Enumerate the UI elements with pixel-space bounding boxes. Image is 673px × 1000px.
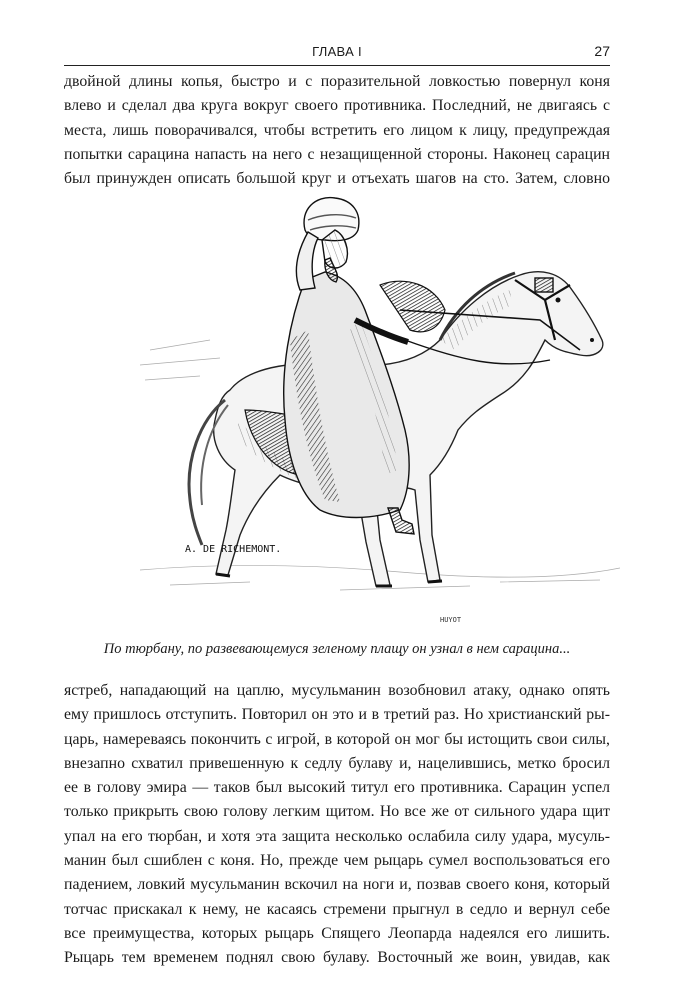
text-line: ее в голову эмира — таков был высокий титул его противника. Сарацин успел <box>64 779 610 797</box>
text-line: тотчас прискакал к нему, не касаясь стремени прыгнул в седло и вернул себе <box>64 900 610 918</box>
header-rule <box>64 65 610 66</box>
page-number: 27 <box>594 43 610 59</box>
text-line: манин был сшиблен с коня. Но, прежде чем рыцарь сумел воспользоваться его <box>64 852 610 870</box>
text-line: ему пришлось отступить. Повторил он это и в третий раз. Но христианский ры- <box>64 706 610 724</box>
running-head <box>64 40 610 62</box>
text-line: влево и сделал два круга вокруг своего противника. Последний, не двигаясь с <box>64 97 610 115</box>
figure-caption: По тюрбану, по развевающемуся зеленому плащу он узнал в нем сарацина... <box>103 641 571 657</box>
paragraph-top <box>64 70 610 191</box>
text-line: царь, намереваясь покончить с игрой, в которой он мог бы истощить свои силы, <box>64 730 610 748</box>
text-line: Рыцарь тем временем поднял свою булаву. Восточный же воин, увидав, как <box>64 949 610 967</box>
engraver-signature-right: HUYOT <box>440 616 462 624</box>
text-line: только прикрыть свою голову легким щитом. Но все же от сильного удара щит <box>64 803 610 821</box>
text-line: внезапно схватил привешенную к седлу булаву и, нацелившись, метко бросил <box>64 754 610 772</box>
artist-signature-left: A. DE RICHEMONT. <box>185 544 282 555</box>
text-line: ястреб, нападающий на цаплю, мусульманин возобновил атаку, однако опять <box>64 682 610 699</box>
text-line: упал на его тюрбан, и хотя эта защита несколько ослабила силу удара, мусуль- <box>64 827 610 845</box>
text-line: падением, ловкий мусульманин вскочил на ноги и, позвав своего коня, который <box>64 876 610 894</box>
text-line: двойной длины копья, быстро и с поразительной ловкостью повернул коня <box>64 73 610 90</box>
text-line: места, лишь поворачивался, чтобы встретить его лицом к лицу, предупреждая <box>64 121 610 139</box>
text-line: все преимущества, которых рыцарь Спящего Леопарда надеялся его лишить. <box>64 924 610 942</box>
paragraph-bottom <box>64 679 610 971</box>
illustration-rider-on-horse <box>140 190 620 635</box>
text-line: был принужден описать большой круг и отъехать шагов на сто. Затем, словно <box>64 170 610 188</box>
text-line: попытки сарацина напасть на него с незащищенной стороны. Наконец сарацин <box>64 145 610 163</box>
chapter-title: ГЛАВА I <box>312 44 362 59</box>
